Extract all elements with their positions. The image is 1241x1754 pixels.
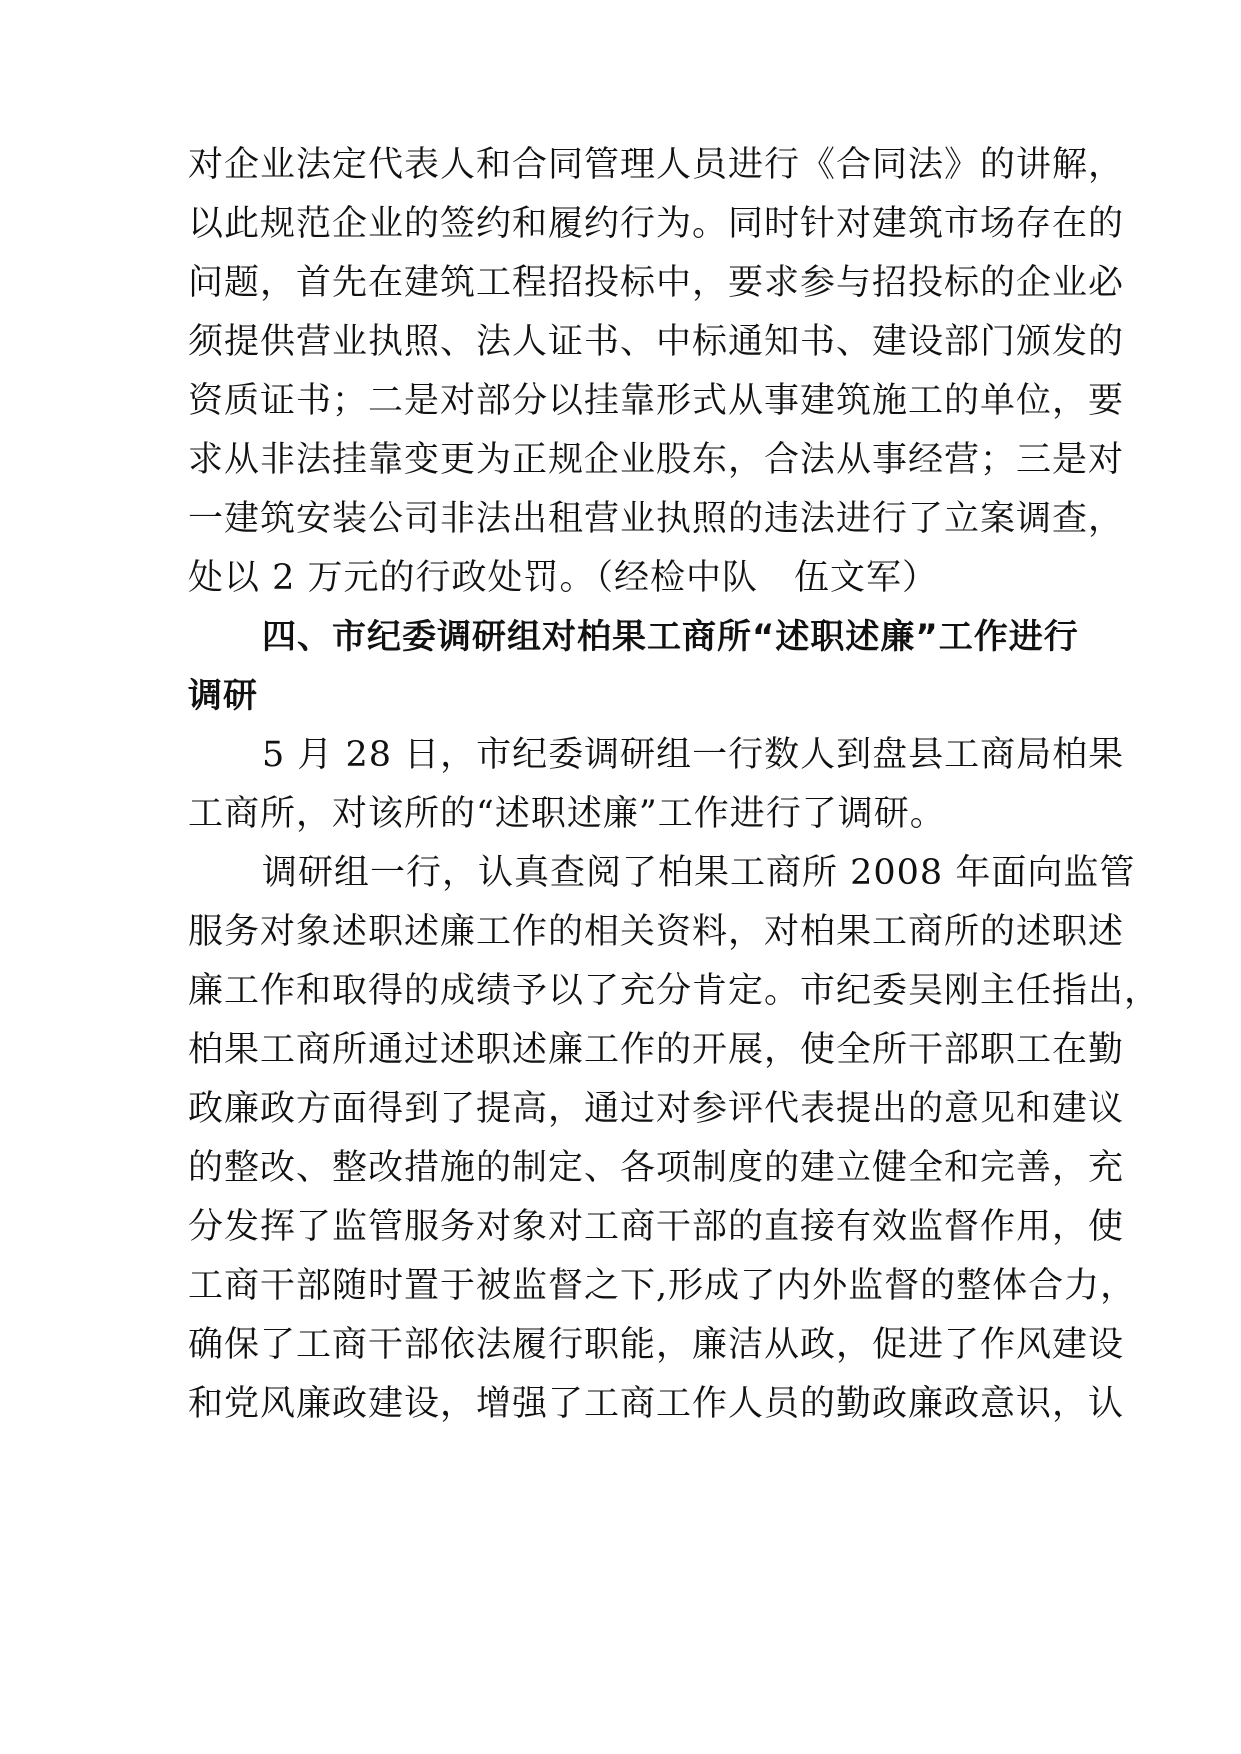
- paragraph-line: 处以 2 万元的行政处罚。（经检中队 伍文军）: [188, 558, 939, 598]
- paragraph-line: 和党风廉政建设，增强了工商工作人员的勤政廉政意识，认: [188, 1384, 1125, 1424]
- paragraph-line: 求从非法挂靠变更为正规企业股东，合法从事经营；三是对: [188, 440, 1125, 480]
- paragraph-line: 问题，首先在建筑工程招投标中，要求参与招投标的企业必: [188, 263, 1125, 303]
- paragraph-line: 廉工作和取得的成绩予以了充分肯定。市纪委吴刚主任指出，: [188, 971, 1161, 1011]
- paragraph-line: 须提供营业执照、法人证书、中标通知书、建设部门颁发的: [188, 322, 1125, 362]
- paragraph-line: 资质证书；二是对部分以挂靠形式从事建筑施工的单位，要: [188, 381, 1125, 421]
- paragraph-line: 服务对象述职述廉工作的相关资料，对柏果工商所的述职述: [188, 912, 1125, 952]
- paragraph-line: 的整改、整改措施的制定、各项制度的建立健全和完善，充: [188, 1148, 1125, 1188]
- section-heading: 调研: [188, 676, 258, 716]
- paragraph-line: 柏果工商所通过述职述廉工作的开展，使全所干部职工在勤: [188, 1030, 1125, 1070]
- paragraph-line: 工商所，对该所的“述职述廉”工作进行了调研。: [188, 794, 946, 834]
- paragraph-line: 一建筑安装公司非法出租营业执照的违法进行了立案调查，: [188, 499, 1125, 539]
- paragraph-line: 确保了工商干部依法履行职能，廉洁从政，促进了作风建设: [188, 1325, 1125, 1365]
- paragraph-line: 对企业法定代表人和合同管理人员进行《合同法》的讲解，: [188, 145, 1125, 185]
- section-heading: 四、市纪委调研组对柏果工商所“述职述廉”工作进行: [262, 617, 1079, 657]
- paragraph-line: 调研组一行，认真查阅了柏果工商所 2008 年面向监管: [262, 853, 1136, 893]
- paragraph-line: 政廉政方面得到了提高，通过对参评代表提出的意见和建议: [188, 1089, 1125, 1129]
- paragraph-line: 分发挥了监管服务对象对工商干部的直接有效监督作用，使: [188, 1207, 1125, 1247]
- paragraph-line: 工商干部随时置于被监督之下,形成了内外监督的整体合力，: [188, 1266, 1137, 1306]
- paragraph-line: 以此规范企业的签约和履约行为。同时针对建筑市场存在的: [188, 204, 1125, 244]
- paragraph-line: 5 月 28 日，市纪委调研组一行数人到盘县工商局柏果: [262, 735, 1125, 775]
